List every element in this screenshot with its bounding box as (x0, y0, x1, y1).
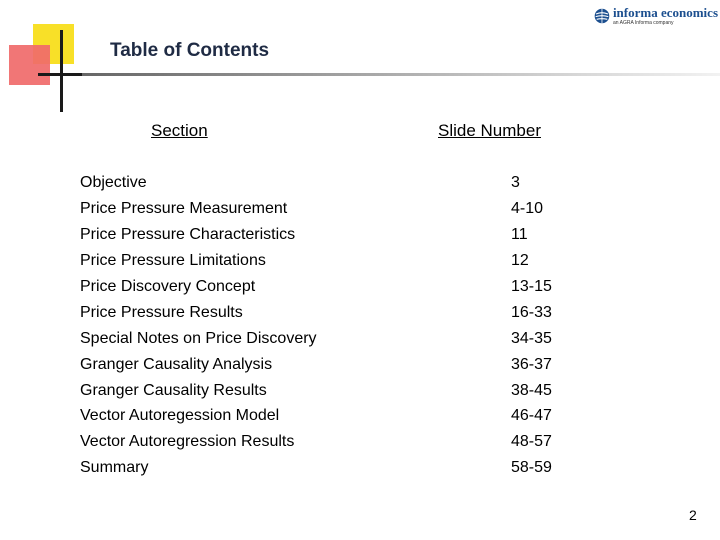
section-name: Price Pressure Limitations (80, 252, 266, 269)
section-name: Summary (80, 459, 149, 476)
table-row (0, 226, 720, 252)
section-name: Vector Autoregession Model (80, 407, 280, 424)
table-row (0, 278, 720, 304)
slide-range: 11 (511, 226, 528, 243)
section-column-header: Section (151, 121, 208, 140)
decorative-horizontal-line (38, 73, 82, 76)
slide-range: 3 (511, 174, 520, 191)
table-row (0, 304, 720, 330)
slide-range: 12 (511, 252, 529, 269)
table-row (0, 407, 720, 433)
table-row (0, 459, 720, 485)
slide-range: 4-10 (511, 200, 544, 217)
table-row (0, 330, 720, 356)
section-name: Granger Causality Analysis (80, 356, 273, 373)
page-title: Table of Contents (110, 40, 270, 61)
table-row (0, 356, 720, 382)
title-underline-rule (38, 73, 720, 76)
slide-range: 36-37 (511, 356, 552, 373)
logo-tagline: an AGRA Informa company (612, 20, 674, 26)
table-row (0, 252, 720, 278)
slide-range: 58-59 (511, 459, 552, 476)
section-name: Price Pressure Characteristics (80, 226, 296, 243)
slide-range: 13-15 (511, 278, 552, 295)
section-name: Objective (80, 174, 147, 191)
logo-name: informa economics (612, 5, 718, 20)
table-row (0, 174, 720, 200)
section-name: Vector Autoregression Results (80, 433, 295, 450)
slide-range: 16-33 (511, 304, 552, 321)
decorative-vertical-line (60, 30, 63, 112)
page-number: 2 (689, 507, 697, 523)
section-name: Special Notes on Price Discovery (80, 330, 317, 347)
slide-range: 46-47 (511, 407, 552, 424)
table-row (0, 200, 720, 226)
table-row (0, 433, 720, 459)
slide-range: 34-35 (511, 330, 552, 347)
slide-number-column-header: Slide Number (438, 121, 541, 140)
slide-range: 48-57 (511, 433, 552, 450)
decorative-red-square (9, 45, 50, 85)
table-row (0, 382, 720, 408)
company-logo (594, 2, 718, 30)
globe-icon (594, 4, 610, 28)
slide-range: 38-45 (511, 382, 552, 399)
section-name: Price Pressure Results (80, 304, 243, 321)
section-name: Granger Causality Results (80, 382, 267, 399)
section-name: Price Discovery Concept (80, 278, 256, 295)
section-name: Price Pressure Measurement (80, 200, 288, 217)
